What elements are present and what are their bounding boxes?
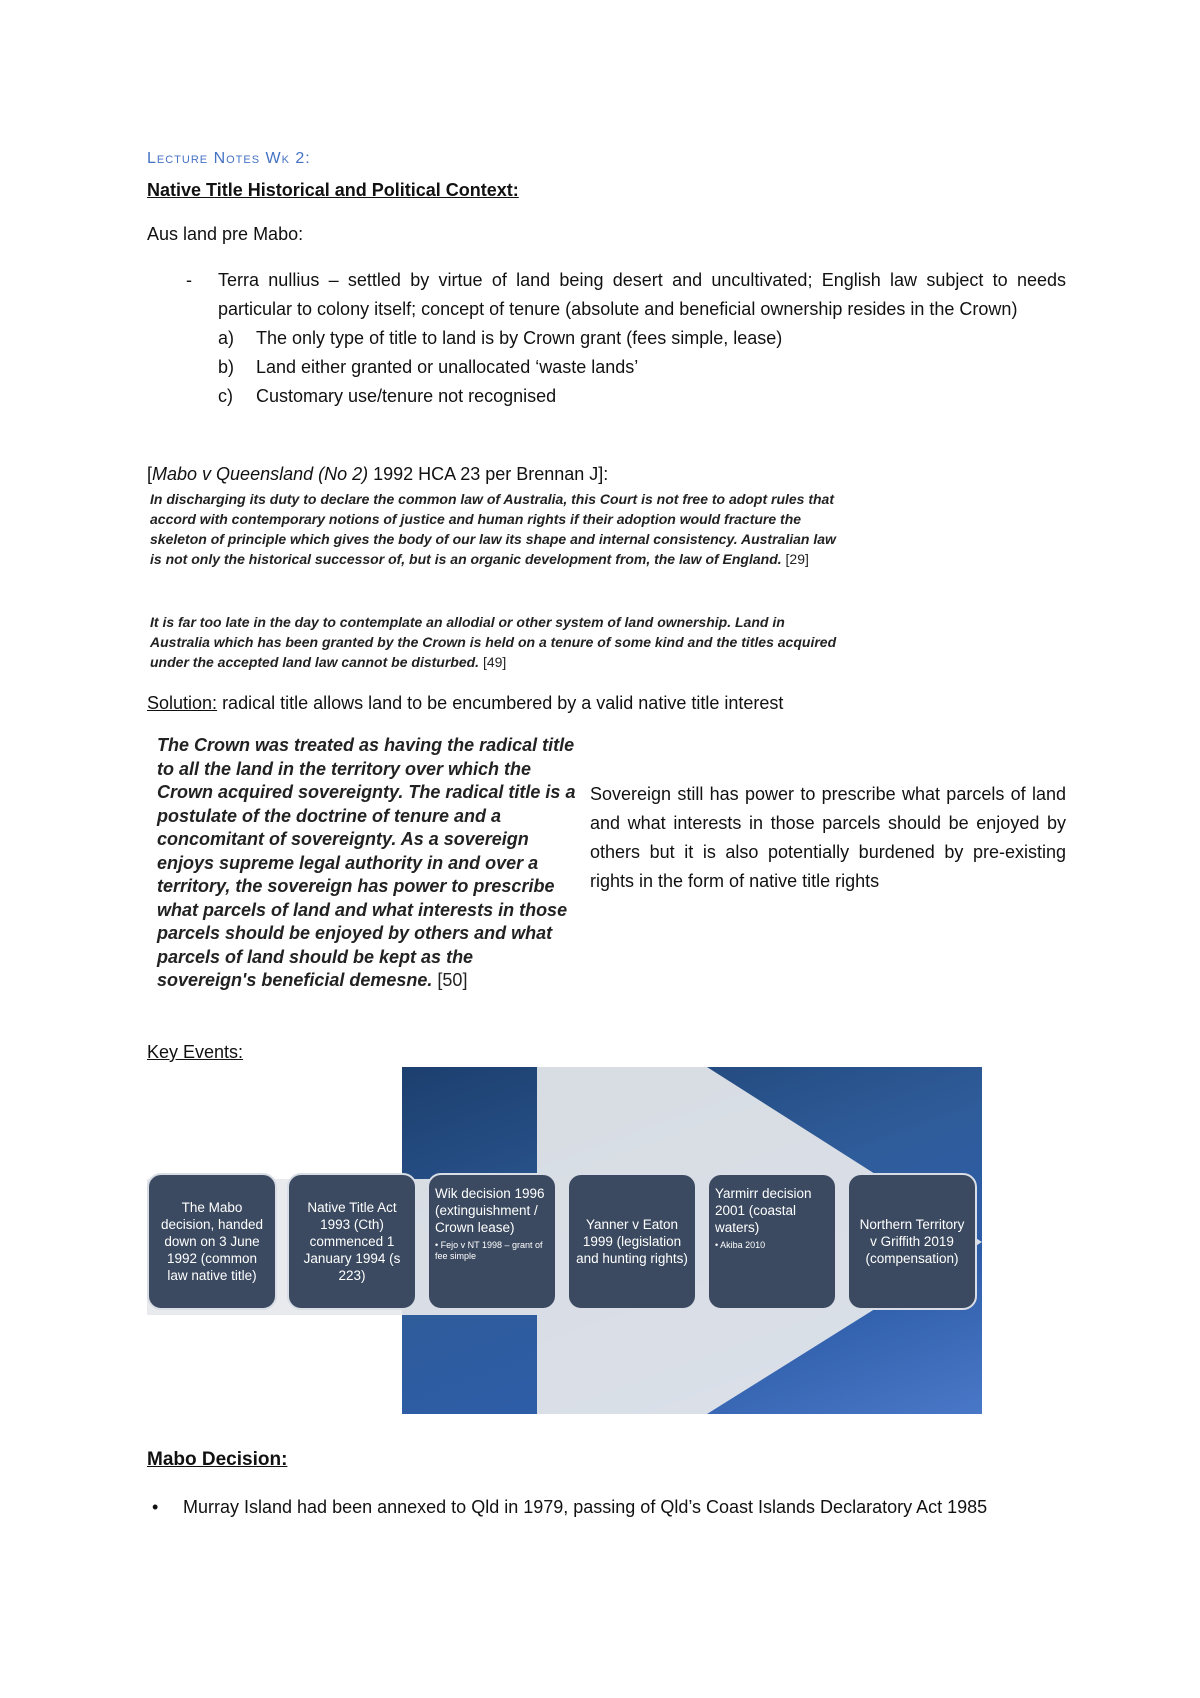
solution-line: Solution: radical title allows land to be encumbered by a valid native title interest [147, 693, 784, 713]
brennan-quote-29: In discharging its duty to declare the common law of Australia, this Court is not free to adopt rules that accord with contemporary notions of justice and human rights if their adoption would fracture the skeleton of principle which gives the body of our law its shape and internal consistency. Australian law is not only the historical successor of, but is an organic development from, the law of England. [29] [150, 491, 836, 567]
solution-label: Solution: [147, 693, 218, 713]
list-item: c) Customary use/tenure not recognised [218, 386, 557, 406]
terra-nullius-block [147, 266, 1066, 411]
list-item: a) The only type of title to land is by Crown grant (fees simple, lease) [218, 328, 783, 348]
mabo-bullet-list [147, 1493, 1066, 1522]
timeline-step-wik: Wik decision 1996 (extinguishment / Crown lease) • Fejo v NT 1998 – grant of fee simple [427, 1173, 557, 1310]
dash-marker: - [186, 270, 192, 290]
bullet-marker: • [152, 1497, 159, 1517]
mabo-decision-heading: Mabo Decision: [147, 1449, 288, 1470]
key-events-timeline [147, 1067, 982, 1414]
terra-nullius-text: Terra nullius – settled by virtue of land being desert and uncultivated; English law subject to needs particular to colony itself; concept of tenure (absolute and beneficial ownership resides in the Crown) [218, 270, 1066, 319]
section-title: Native Title Historical and Political Context: [147, 180, 519, 200]
timeline-step-native-title-act: Native Title Act 1993 (Cth) commenced 1 January 1994 (s 223) [287, 1173, 417, 1310]
pre-mabo-label: Aus land pre Mabo: [147, 224, 304, 244]
case-name: Mabo v Queensland (No 2) [152, 464, 369, 484]
lecture-heading: Lecture Notes Wk 2: [147, 150, 311, 167]
brennan-quote-50: The Crown was treated as having the radical title to all the land in the territory over which the Crown acquired sovereignty. The radical title is a postulate of the doctrine of tenure and a concomitant of sovereignty. As a sovereign enjoys supreme legal authority in and over a territory, the sovereign has power to prescribe what parcels of land and what interests in those parcels should be enjoyed by others and what parcels of land should be kept as the sovereign's beneficial demesne. [50] [157, 735, 576, 990]
timeline-step-yanner: Yanner v Eaton 1999 (legislation and hunting rights) [567, 1173, 697, 1310]
list-item: b) Land either granted or unallocated ‘waste lands’ [218, 357, 639, 377]
terra-nullius-list [218, 324, 1066, 411]
timeline-step-mabo: The Mabo decision, handed down on 3 June 1992 (common law native title) [147, 1173, 277, 1310]
sovereign-note: Sovereign still has power to prescribe what parcels of land and what interests in those parcels should be enjoyed by others but it is also potentially burdened by pre-existing rights in the form of native title rights [590, 784, 1066, 891]
key-events-label: Key Events: [147, 1042, 244, 1062]
brennan-quote-49: It is far too late in the day to contemplate an allodial or other system of land ownership. Land in Australia which has been granted by the Crown is held on a tenure of some kind and the titles acquired under the accepted land law cannot be disturbed. [49] [150, 614, 837, 670]
list-item: Murray Island had been annexed to Qld in 1979, passing of Qld’s Coast Islands Declaratory Act 1985 [183, 1497, 988, 1517]
case-citation: [Mabo v Queensland (No 2) 1992 HCA 23 per Brennan J]: [147, 464, 609, 484]
timeline-step-griffith: Northern Territory v Griffith 2019 (compensation) [847, 1173, 977, 1310]
timeline-step-yarmirr: Yarmirr decision 2001 (coastal waters) • Akiba 2010 [707, 1173, 837, 1310]
